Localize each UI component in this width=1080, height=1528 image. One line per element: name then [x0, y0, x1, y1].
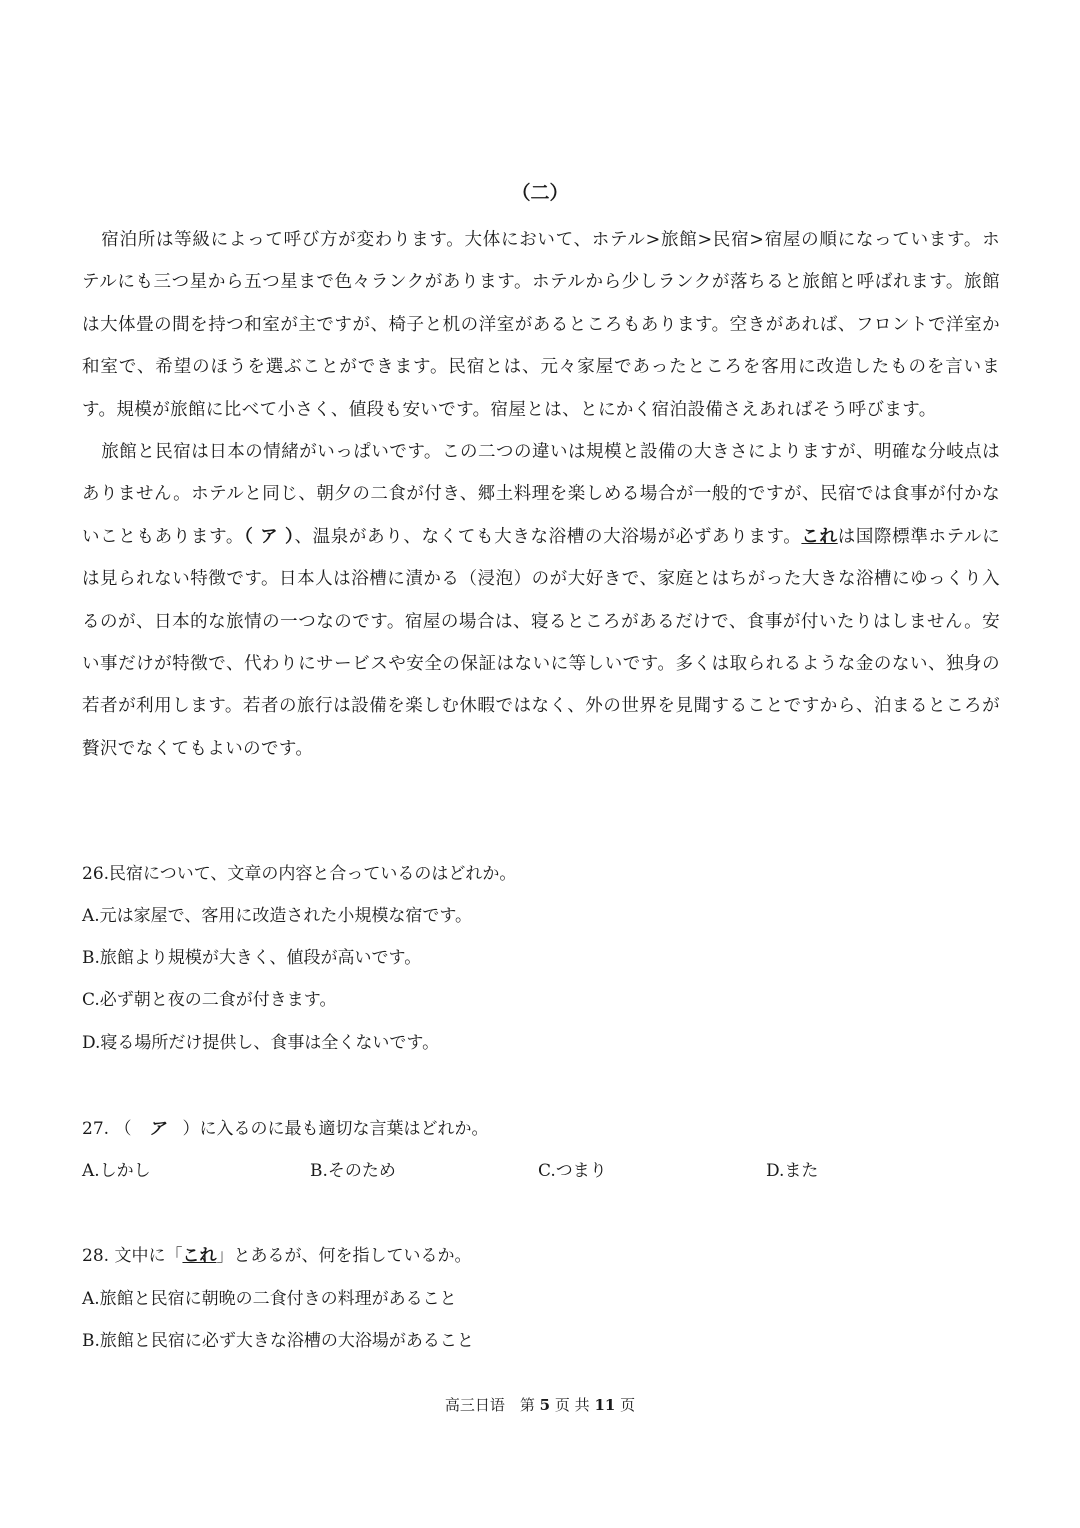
q26-option-a[interactable]: A.元は家屋で、客用に改造された小規模な宿です。 [82, 906, 472, 926]
passage-paragraph-1: 宿泊所は等級によって呼び方が変わります。大体において、ホテル>旅館>民宿>宿屋の順になっています。ホテルにも三つ星から五つ星まで色々ランクがあります。ホテルから少しランクが落ちると旅館と呼ばれます。旅館は大体畳の間を持つ和室が主ですが、椅子と机の洋室があるところもあります。空きがあれば、フロントで洋室か和室で、希望のほうを選ぶことができます。民宿とは、元々家屋であったところを客用に改造したものを言います。規模が旅館に比べて小さく、値段も安いです。宿屋とは、とにかく宿泊設備さえあればそう呼びます。 [82, 230, 1000, 420]
reading-passage [82, 219, 1000, 770]
q27-option-a[interactable]: A.しかし [82, 1161, 151, 1181]
question-27-stem: 27. （ ア ）に入るのに最も適切な言葉はどれか。 [82, 1119, 489, 1139]
q28-option-a[interactable]: A.旅館と民宿に朝晩の二食付きの料理があること [82, 1289, 457, 1309]
q27-option-d[interactable]: D.また [766, 1161, 819, 1181]
question-26-stem: 26.民宿について、文章の内容と合っているのはどれか。 [82, 864, 517, 884]
q26-option-b[interactable]: B.旅館より規模が大きく、値段が高いです。 [82, 948, 422, 968]
page-number: 5 [539, 1396, 551, 1414]
q27-blank: ア [148, 1119, 166, 1139]
page-total: 11 [594, 1396, 616, 1414]
section-title: （二） [511, 182, 569, 204]
passage-paragraph-2: 旅館と民宿は日本の情緒がいっぱいです。この二つの違いは規模と設備の大きさによりますが、明確な分岐点はありません。ホテルと同じ、朝夕の二食が付き、郷土料理を楽しめる場合が一般的ですが、民宿では食事が付かないこともあります。（ ア ）、温泉があり、なくても大きな浴槽の大浴場が必ずあります。これは国際標準ホテルには見られない特徴です。日本人は浴槽に漬かる（浸泡）のが大好きで、家庭とはちがった大きな浴槽にゆっくり入るのが、日本的な旅情の一つなのです。宿屋の場合は、寝るところがあるだけで、食事が付いたりはしません。安い事だけが特徴で、代わりにサービスや安全の保証はないに等しいです。多くは取られるような金のない、独身の若者が利用します。若者の旅行は設備を楽しむ休暇ではなく、外の世界を見聞することですから、泊まるところが贅沢でなくてもよいのです。 [82, 442, 1000, 759]
question-28-stem: 28. 文中に「これ」とあるが、何を指しているか。 [82, 1246, 472, 1266]
q28-underlined-kore: これ [182, 1246, 217, 1266]
page-footer: 高三日语 第 5 页 共 11 页 [444, 1396, 636, 1414]
q28-option-b[interactable]: B.旅館と民宿に必ず大きな浴槽の大浴場があること [82, 1331, 474, 1351]
q27-option-b[interactable]: B.そのため [310, 1161, 396, 1181]
q26-option-c[interactable]: C.必ず朝と夜の二食が付きます。 [82, 990, 337, 1010]
underlined-kore: これ [801, 526, 838, 547]
blank-a: （ ア ） [244, 526, 295, 547]
q27-option-c[interactable]: C.つまり [538, 1161, 607, 1181]
q26-option-d[interactable]: D.寝る場所だけ提供し、食事は全くないです。 [82, 1033, 440, 1053]
